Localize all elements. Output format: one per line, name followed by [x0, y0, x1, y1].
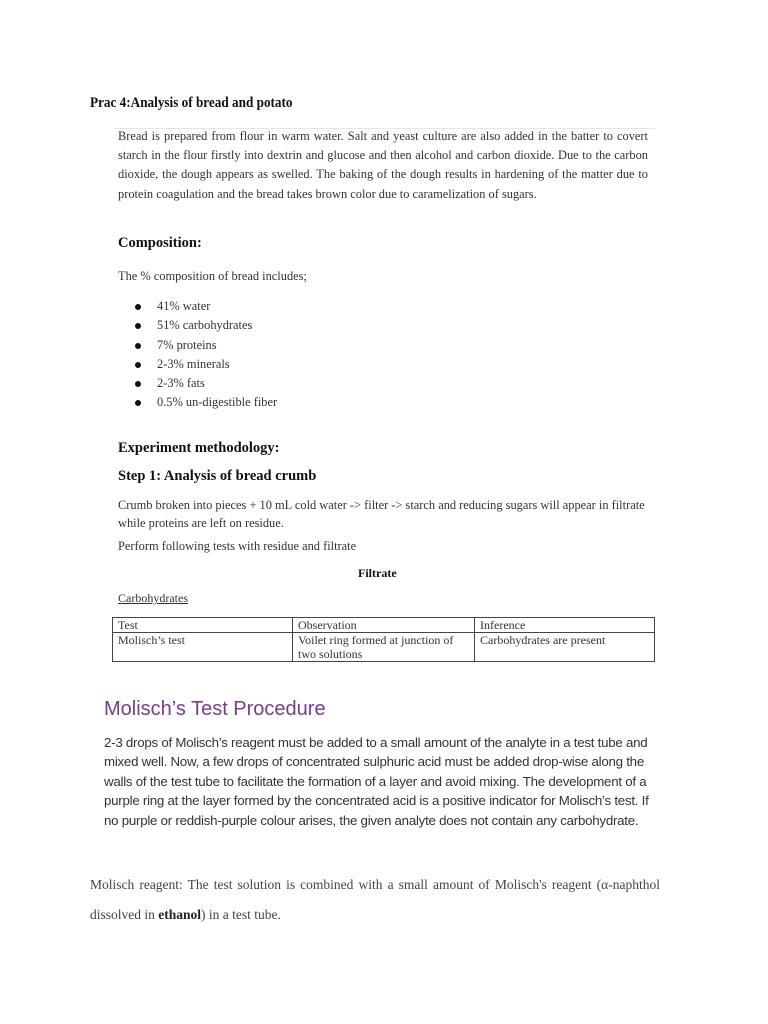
table-header-row [113, 618, 655, 633]
table-header: Observation [293, 618, 475, 633]
list-item: 41% water [133, 297, 277, 316]
table-header: Test [113, 618, 293, 633]
list-item: 2-3% minerals [133, 355, 277, 374]
tests-text: Perform following tests with residue and filtrate [118, 539, 357, 553]
step1-text: Crumb broken into pieces + 10 mL cold water -> filter -> starch and reducing sugars will appear in filtrate while proteins are left on residue. [118, 498, 645, 530]
composition-heading: Composition: [118, 235, 202, 251]
composition-list [133, 297, 277, 413]
filtrate-label: Filtrate [358, 566, 397, 580]
table-cell: Carbohydrates are present [475, 633, 655, 662]
table-row [113, 633, 655, 662]
table-header: Inference [475, 618, 655, 633]
reagent-paragraph [90, 870, 660, 930]
reagent-ethanol: ethanol [158, 907, 202, 922]
page-title: Prac 4:Analysis of bread and potato [90, 95, 293, 111]
carbohydrates-label: Carbohydrates [118, 591, 188, 605]
list-item: 0.5% un-digestible fiber [133, 393, 277, 412]
results-table [112, 617, 655, 662]
methodology-heading: Experiment methodology: [118, 440, 280, 456]
list-item: 51% carbohydrates [133, 316, 277, 335]
procedure-title: Molisch’s Test Procedure [104, 698, 326, 720]
composition-intro: The % composition of bread includes; [118, 269, 307, 283]
list-item: 2-3% fats [133, 374, 277, 393]
reagent-text-end: ) in a test tube. [201, 907, 281, 922]
reagent-text-start: Molisch reagent: The test solution is combined with a small amount of Molisch's reagent (α-naphthol dissolved in [90, 877, 660, 922]
table-cell: Molisch’s test [113, 633, 293, 662]
step1-heading: Step 1: Analysis of bread crumb [118, 468, 317, 484]
table-cell: Voilet ring formed at junction of two solutions [293, 633, 475, 662]
procedure-text: 2-3 drops of Molisch’s reagent must be added to a small amount of the analyte in a test tube and mixed well. Now, a few drops of concentrated sulphuric acid must be added drop-wise along the walls of the test tube to facilitate the formation of a layer and avoid mixing. The development of a purple ring at the layer formed by the concentrated acid is a positive indicator for Molisch’s test. If no purple or reddish-purple colour arises, the given analyte does not contain any carbohydrate. [104, 735, 649, 828]
list-item: 7% proteins [133, 336, 277, 355]
intro-paragraph: Bread is prepared from flour in warm water. Salt and yeast culture are also added in the batter to covert starch in the flour firstly into dextrin and glucose and then alcohol and carbon dioxide. Due to the carbon dioxide, the dough appears as swelled. The baking of the dough results in hardening of the matter due to protein coagulation and the bread takes brown color due to caramelization of sugars. [118, 129, 648, 201]
